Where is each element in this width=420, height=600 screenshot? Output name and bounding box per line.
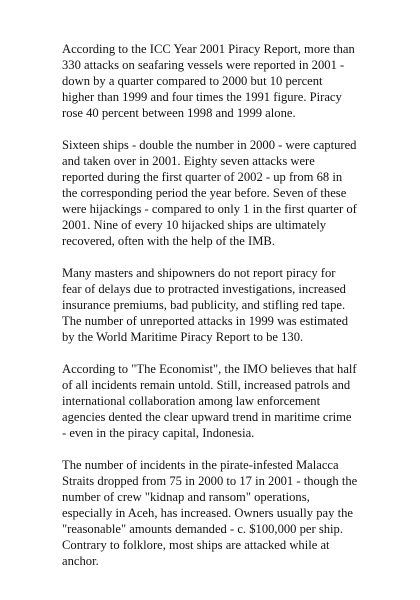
paragraph-malacca-straits <box>62 457 362 569</box>
paragraph-line: Contrary to folklore, most ships are attacked while at <box>62 538 330 552</box>
paragraph-line: down by a quarter compared to 2000 but 10 percent <box>62 74 323 88</box>
paragraph-economist <box>62 361 362 441</box>
paragraph-line: The number of incidents in the pirate-infested Malacca <box>62 458 339 472</box>
paragraph-ships-captured <box>62 137 362 249</box>
paragraph-line: recovered, often with the help of the IMB. <box>62 234 275 248</box>
paragraph-line: The number of unreported attacks in 1999 was estimated <box>62 314 349 328</box>
paragraph-line: were hijackings - compared to only 1 in the first quarter of <box>62 202 357 216</box>
paragraph-line: Straits dropped from 75 in 2000 to 17 in 2001 - though the <box>62 474 358 488</box>
paragraph-line: 330 attacks on seafaring vessels were reported in 2001 - <box>62 58 345 72</box>
paragraph-line: agencies dented the clear upward trend in maritime crime <box>62 410 352 424</box>
document-body <box>62 41 362 585</box>
paragraph-line: number of crew "kidnap and ransom" operations, <box>62 490 310 504</box>
paragraph-line: the corresponding period the year before. Seven of these <box>62 186 347 200</box>
paragraph-line: Sixteen ships - double the number in 2000 - were captured <box>62 138 357 152</box>
paragraph-line: 2001. Nine of every 10 hijacked ships are ultimately <box>62 218 327 232</box>
paragraph-line: According to "The Economist", the IMO believes that half <box>62 362 357 376</box>
paragraph-line: reported during the first quarter of 2002 - up from 68 in <box>62 170 343 184</box>
paragraph-line: - even in the piracy capital, Indonesia. <box>62 426 255 440</box>
paragraph-line: and taken over in 2001. Eighty seven attacks were <box>62 154 315 168</box>
paragraph-line: of all incidents remain untold. Still, increased patrols and <box>62 378 351 392</box>
paragraph-line: According to the ICC Year 2001 Piracy Report, more than <box>62 42 355 56</box>
paragraph-line: anchor. <box>62 554 99 568</box>
paragraph-line: higher than 1999 and four times the 1991 figure. Piracy <box>62 90 342 104</box>
paragraph-piracy-report <box>62 41 362 121</box>
paragraph-line: especially in Aceh, has increased. Owners usually pay the <box>62 506 353 520</box>
paragraph-unreported-attacks <box>62 265 362 345</box>
paragraph-line: "reasonable" amounts demanded - c. $100,000 per ship. <box>62 522 343 536</box>
paragraph-line: insurance premiums, bad publicity, and stifling red tape. <box>62 298 346 312</box>
paragraph-line: fear of delays due to protracted investigations, increased <box>62 282 346 296</box>
paragraph-line: by the World Maritime Piracy Report to be 130. <box>62 330 304 344</box>
paragraph-line: rose 40 percent between 1998 and 1999 alone. <box>62 106 296 120</box>
paragraph-line: Many masters and shipowners do not report piracy for <box>62 266 336 280</box>
paragraph-line: international collaboration among law enforcement <box>62 394 321 408</box>
